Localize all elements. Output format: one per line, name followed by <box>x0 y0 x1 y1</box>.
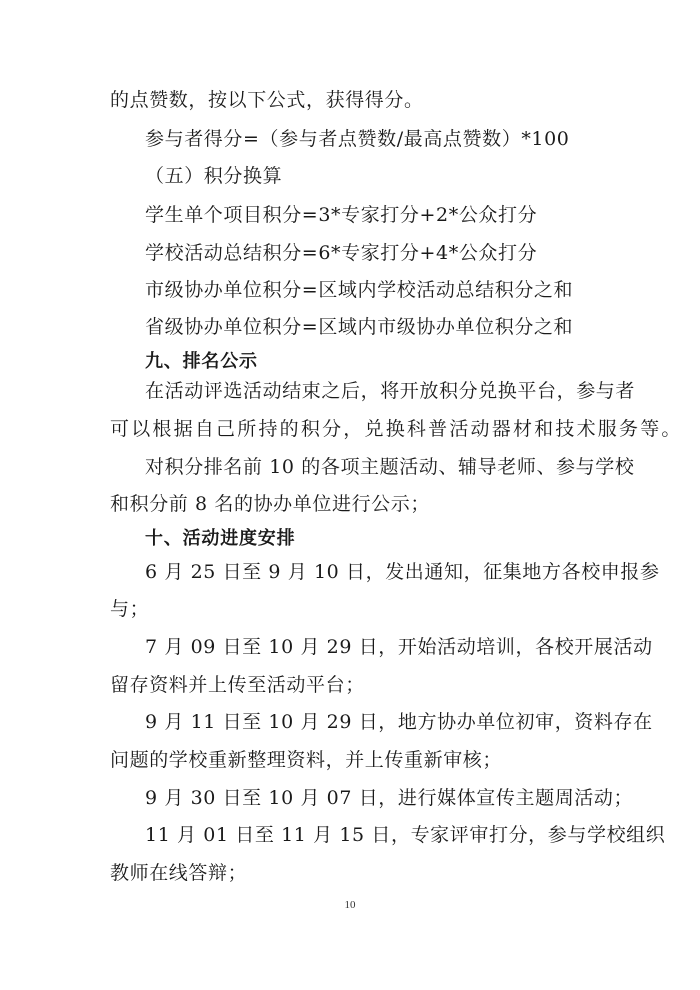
text-line: 的点赞数，按以下公式，获得得分。 <box>110 89 424 111</box>
schedule-item: 6 月 25 日至 9 月 10 日，发出通知，征集地方各校申报参 <box>145 561 660 583</box>
text-line: 在活动评选活动结束之后，将开放积分兑换平台，参与者 <box>145 380 636 402</box>
section-heading-schedule: 十、活动进度安排 <box>145 528 296 549</box>
text-line: 留存资料并上传至活动平台； <box>110 674 365 696</box>
text-line: 可以根据自己所持的积分，兑换科普活动器材和技术服务等。 <box>110 418 681 440</box>
formula-city-points: 市级协办单位积分=区域内学校活动总结积分之和 <box>145 279 574 301</box>
schedule-item: 9 月 30 日至 10 月 07 日，进行媒体宣传主题周活动； <box>145 787 634 809</box>
text-line: 和积分前 8 名的协办单位进行公示； <box>110 493 430 515</box>
page-number: 10 <box>344 899 356 911</box>
text-line: 问题的学校重新整理资料，并上传重新审核； <box>110 749 503 771</box>
schedule-item: 11 月 01 日至 11 月 15 日，专家评审打分，参与学校组织 <box>145 824 666 846</box>
text-line: 与； <box>110 598 150 620</box>
text-line: 对积分排名前 10 的各项主题活动、辅导老师、参与学校 <box>145 456 635 478</box>
formula-student-points: 学生单个项目积分=3*专家打分+2*公众打分 <box>145 204 538 226</box>
schedule-item: 7 月 09 日至 10 月 29 日，开始活动培训，各校开展活动 <box>145 636 653 658</box>
text-line: 教师在线答辩； <box>110 862 248 884</box>
schedule-item: 9 月 11 日至 10 月 29 日，地方协办单位初审，资料存在 <box>145 711 653 733</box>
section-heading-ranking: 九、排名公示 <box>145 351 258 372</box>
subsection-heading: （五）积分换算 <box>145 165 283 187</box>
formula-school-points: 学校活动总结积分=6*专家打分+4*公众打分 <box>145 242 538 264</box>
formula-province-points: 省级协办单位积分=区域内市级协办单位积分之和 <box>145 316 574 338</box>
formula-participant-score: 参与者得分=（参与者点赞数/最高点赞数）*100 <box>145 128 570 150</box>
